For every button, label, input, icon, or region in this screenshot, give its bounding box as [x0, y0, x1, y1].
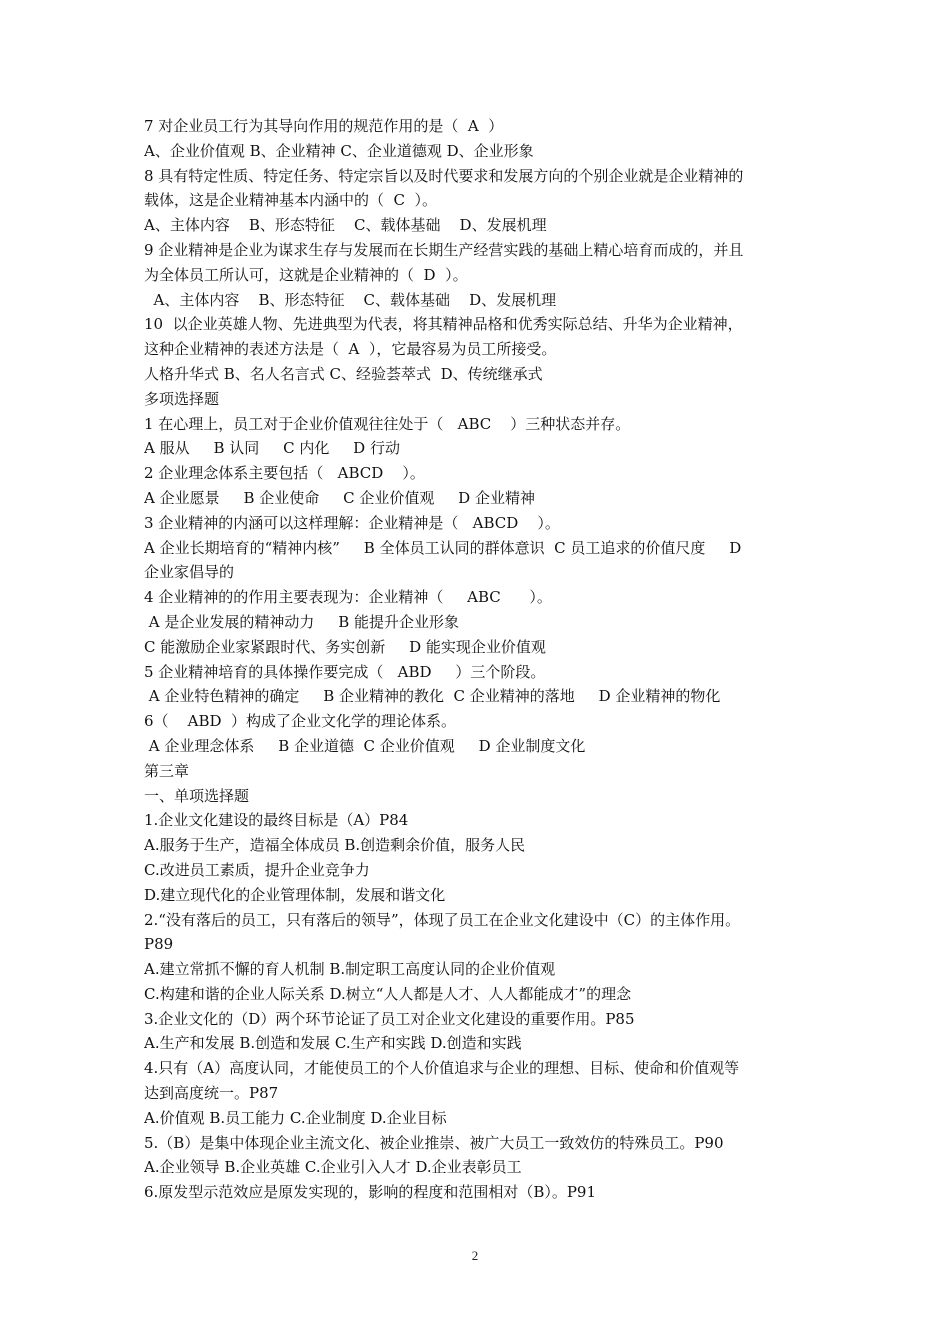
text-line: A 服从 B 认同 C 内化 D 行动 — [144, 439, 400, 458]
text-line: 3 企业精神的内涵可以这样理解：企业精神是（ ABCD ）。 — [144, 513, 560, 532]
text-line: A 企业愿景 B 企业使命 C 企业价值观 D 企业精神 — [144, 488, 535, 507]
text-line: 4 企业精神的的作用主要表现为：企业精神（ ABC ）。 — [144, 588, 552, 607]
text-line: A、主体内容 B、形态特征 C、载体基础 D、发展机理 — [144, 216, 547, 235]
text-line: 1.企业文化建设的最终目标是（A）P84 — [144, 811, 409, 830]
text-line: 9 企业精神是企业为谋求生存与发展而在长期生产经营实践的基础上精心培育而成的，并且 — [144, 240, 744, 259]
page-number: 2 — [471, 1248, 479, 1263]
text-line: 为全体员工所认可，这就是企业精神的（ D ）。 — [144, 265, 468, 284]
text-line: 2 企业理念体系主要包括（ ABCD ）。 — [144, 464, 425, 483]
text-line: A、主体内容 B、形态特征 C、载体基础 D、发展机理 — [144, 290, 557, 309]
section-heading: 多项选择题 — [144, 389, 220, 408]
text-line: A 企业特色精神的确定 B 企业精神的教化 C 企业精神的落地 D 企业精神的物化 — [144, 687, 721, 706]
text-line: 1 在心理上，员工对于企业价值观往往处于（ ABC ）三种状态并存。 — [144, 414, 631, 433]
text-line: A.服务于生产，造福全体成员 B.创造剩余价值，服务人民 — [144, 836, 526, 855]
text-line: 7 对企业员工行为其导向作用的规范作用的是（ A ） — [144, 117, 504, 135]
text-line: 这种企业精神的表述方法是（ A ），它最容易为员工所接受。 — [144, 340, 557, 359]
text-line: 6.原发型示范效应是原发实现的，影响的程度和范围相对（B）。P91 — [144, 1183, 597, 1202]
text-line: 8 具有特定性质、特定任务、特定宗旨以及时代要求和发展方向的个别企业就是企业精神的 — [144, 166, 744, 185]
text-line: D.建立现代化的企业管理体制，发展和谐文化 — [144, 885, 446, 904]
text-line: A.企业领导 B.企业英雄 C.企业引入人才 D.企业表彰员工 — [144, 1158, 522, 1177]
text-line: 5 企业精神培育的具体操作要完成（ ABD ）三个阶段。 — [144, 662, 546, 681]
page-body — [144, 114, 814, 1205]
text-line: 2.“没有落后的员工，只有落后的领导”，体现了员工在企业文化建设中（C）的主体作用。 — [144, 910, 741, 929]
text-line: A.生产和发展 B.创造和发展 C.生产和实践 D.创造和实践 — [144, 1034, 522, 1053]
text-line: 4.只有（A）高度认同，才能使员工的个人价值追求与企业的理想、目标、使命和价值观等 — [144, 1059, 740, 1078]
text-line: 3.企业文化的（D）两个环节论证了员工对企业文化建设的重要作用。P85 — [144, 1009, 635, 1028]
text-line: 6（ ABD ）构成了企业文化学的理论体系。 — [144, 712, 457, 731]
text-line: P89 — [144, 935, 174, 954]
text-line: 达到高度统一。P87 — [144, 1084, 279, 1103]
text-line: C.改进员工素质，提升企业竞争力 — [144, 860, 370, 879]
text-line: A.建立常抓不懈的育人机制 B.制定职工高度认同的企业价值观 — [144, 960, 556, 979]
text-line: 5.（B）是集中体现企业主流文化、被企业推崇、被广大员工一致效仿的特殊员工。P90 — [144, 1133, 724, 1152]
text-line: A 企业理念体系 B 企业道德 C 企业价值观 D 企业制度文化 — [144, 736, 586, 755]
section-heading: 一、单项选择题 — [144, 786, 250, 805]
text-line: C.构建和谐的企业人际关系 D.树立“人人都是人才、人人都能成才”的理念 — [144, 984, 632, 1003]
text-line: A 是企业发展的精神动力 B 能提升企业形象 — [144, 612, 460, 631]
text-line: A.价值观 B.员工能力 C.企业制度 D.企业目标 — [144, 1108, 447, 1127]
text-line: 企业家倡导的 — [144, 563, 235, 582]
text-line: A、企业价值观 B、企业精神 C、企业道德观 D、企业形象 — [144, 141, 534, 160]
text-line: 人格升华式 B、名人名言式 C、经验荟萃式 D、传统继承式 — [144, 364, 543, 383]
text-line: C 能激励企业家紧跟时代、务实创新 D 能实现企业价值观 — [144, 637, 546, 656]
text-line: 载体，这是企业精神基本内涵中的（ C ）。 — [144, 191, 438, 210]
chapter-heading: 第三章 — [144, 761, 190, 780]
text-line: 10 以企业英雄人物、先进典型为代表，将其精神品格和优秀实际总结、升华为企业精神， — [144, 315, 743, 334]
text-line: A 企业长期培育的“精神内核” B 全体员工认同的群体意识 C 员工追求的价值尺度 D — [144, 538, 742, 557]
